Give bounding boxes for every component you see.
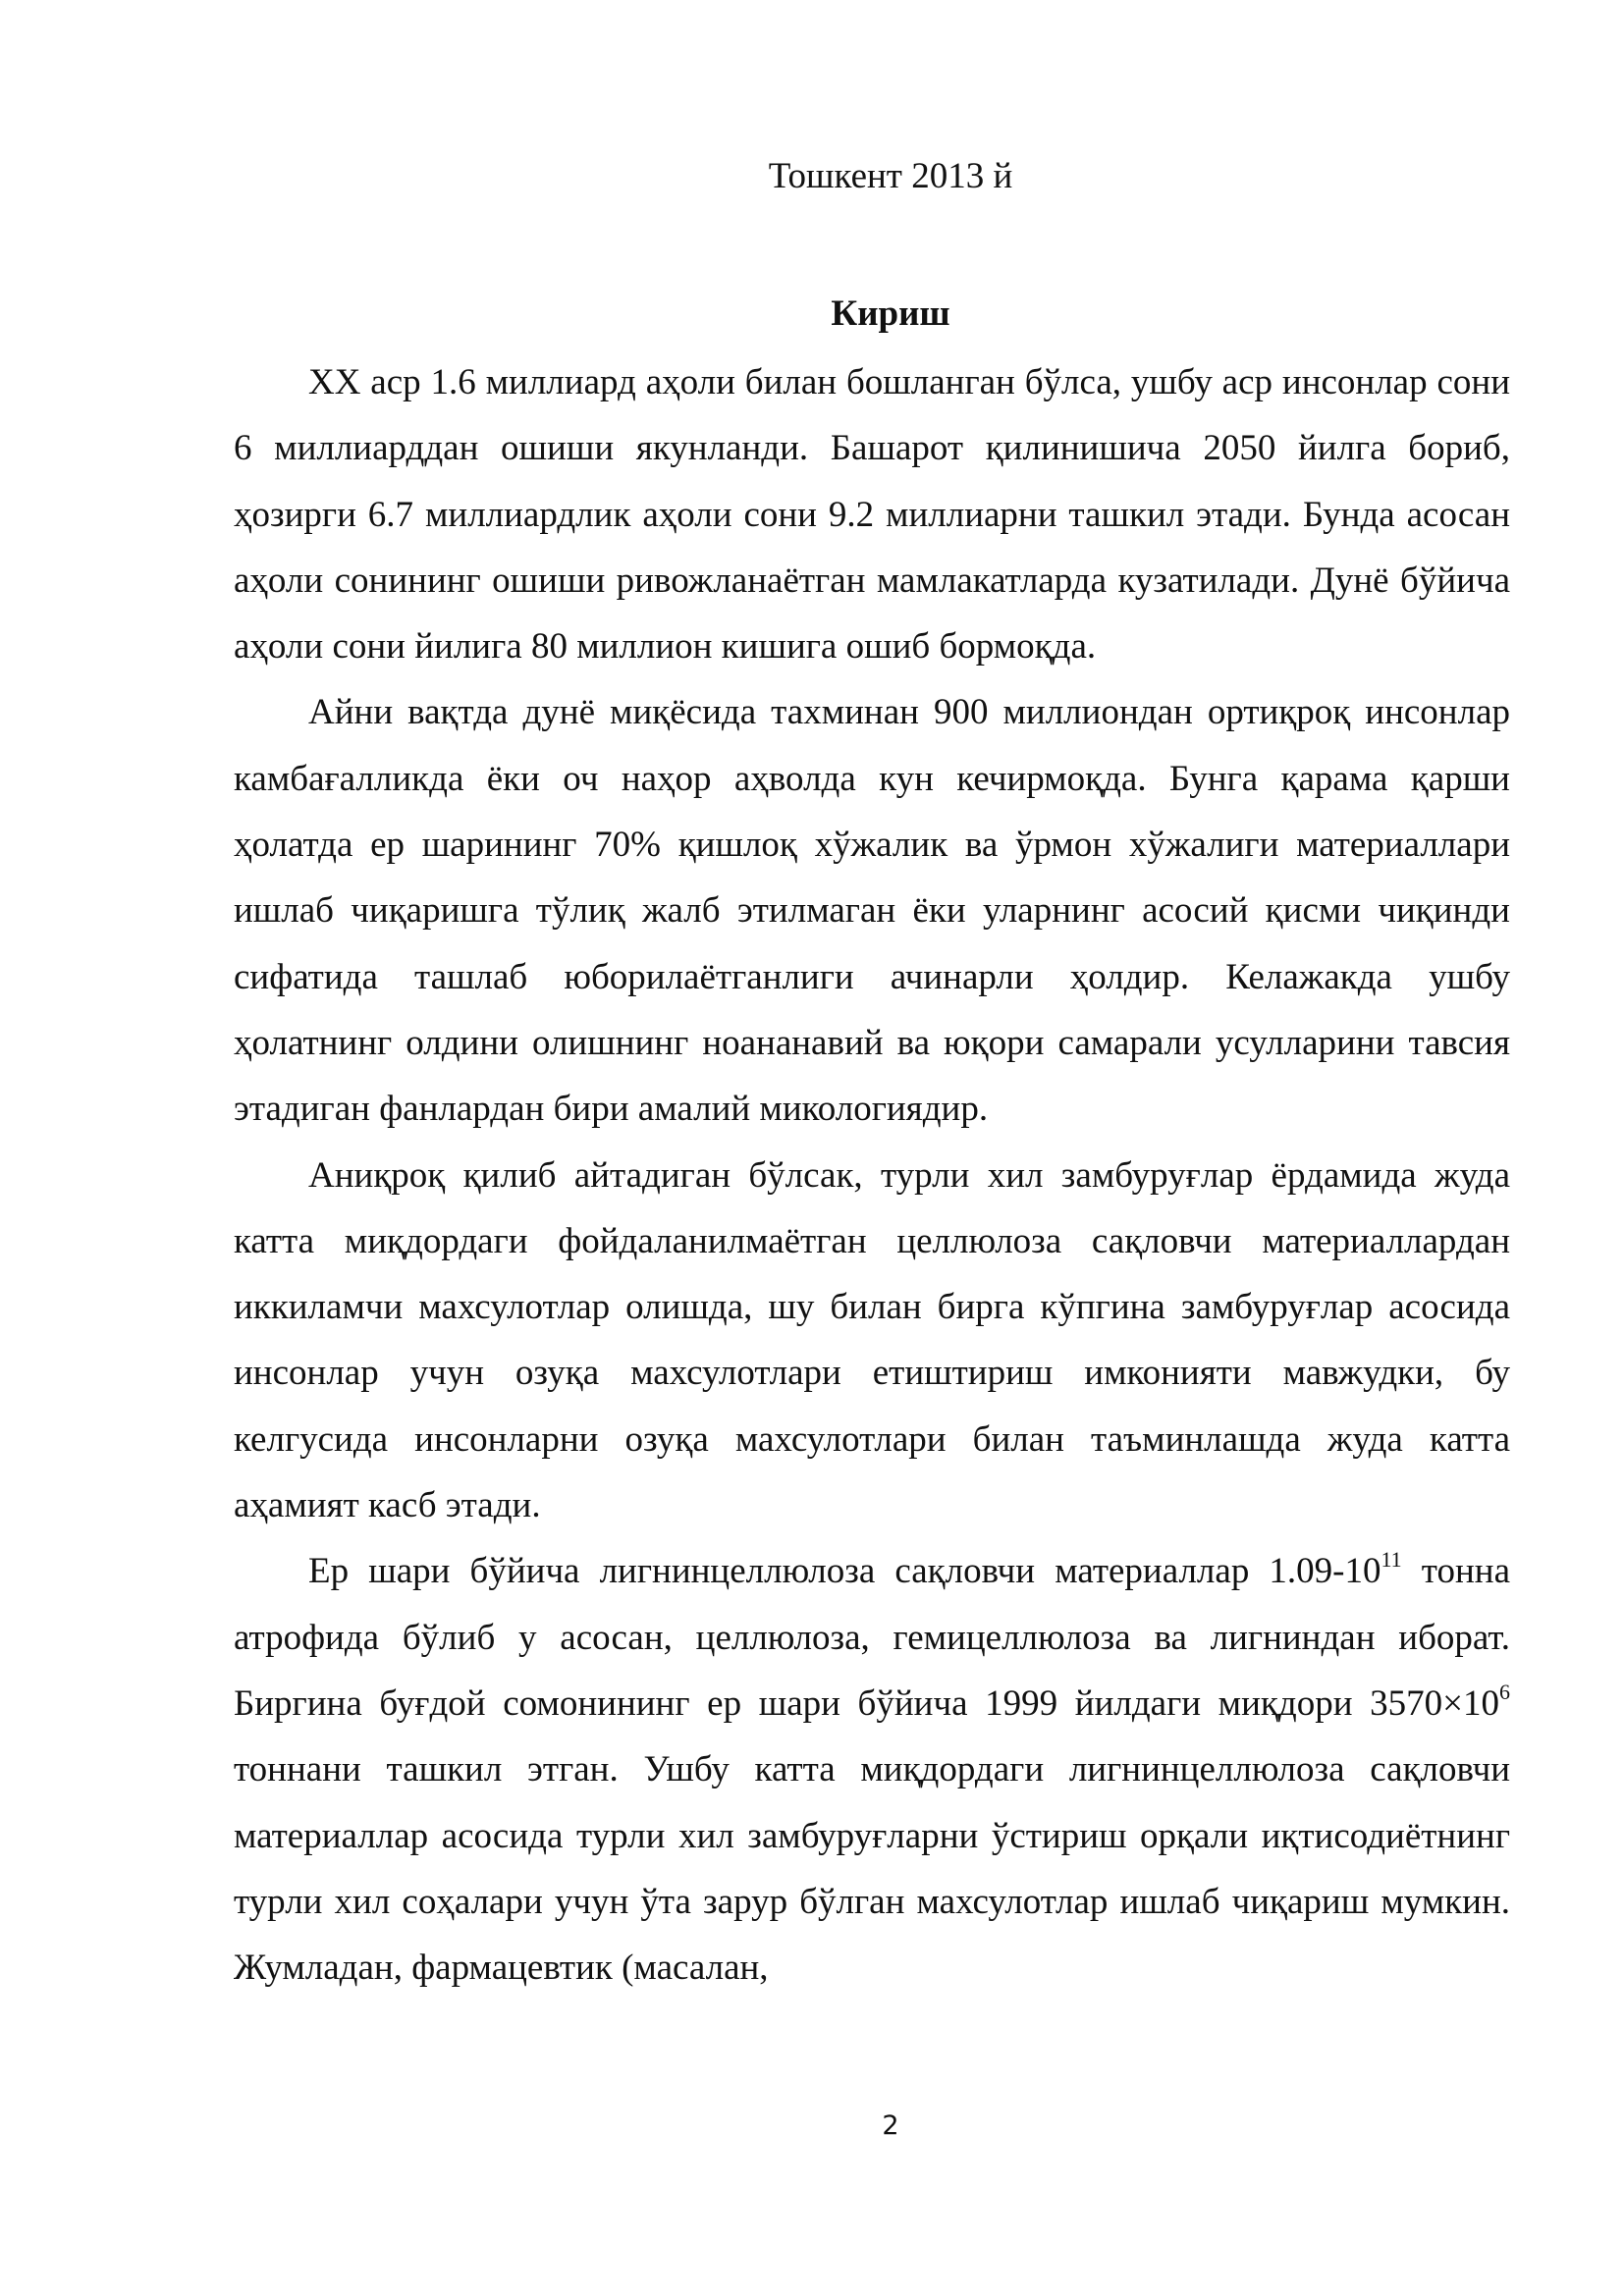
paragraph-4-part-3: тоннани ташкил этган. Ушбу катта миқдордаги лигнинцеллюлоза сақловчи материаллар асосида турли хил замбуруғларни ўстириш орқали иқтисодиётнинг турли хил соҳалари учун ўта зарур бўлган махсулотлар ишлаб чиқариш мумкин. Жумладан, фармацевтик (масалан,	[234, 1749, 1510, 1989]
page-number: 2	[882, 2110, 899, 2141]
body-text	[234, 349, 1510, 2001]
section-heading: Кириш	[831, 294, 950, 334]
paragraph-4-part-1: Ер шари бўйича лигнинцеллюлоза сақловчи материаллар 1.09-10	[308, 1551, 1381, 1592]
paragraph-1: XX аср 1.6 миллиард аҳоли билан бошланган бўлса, ушбу аср инсонлар сони 6 миллиарддан ошиши якунланди. Башарот қилинишича 2050 йилга бориб, ҳозирги 6.7 миллиардлик аҳоли сони 9.2 миллиарни ташкил этади. Бунда асосан аҳоли сонининг ошиши ривожланаётган мамлакатларда кузатилади. Дунё бўйича аҳоли сони йилига 80 миллион кишига ошиб бормоқда.	[234, 362, 1510, 667]
paragraph-2: Айни вақтда дунё миқёсида тахминан 900 миллиондан ортиқроқ инсонлар камбағалликда ёки оч наҳор аҳволда кун кечирмоқда. Бунга қарама қарши ҳолатда ер шарининг 70% қишлоқ хўжалик ва ўрмон хўжалиги материаллари ишлаб чиқаришга тўлиқ жалб этилмаган ёки уларнинг асосий қисми чиқинди сифатида ташлаб юборилаётганлиги ачинарли ҳолдир. Келажакда ушбу ҳолатнинг олдини олишнинг ноананавий ва юқори самарали усулларини тавсия этадиган фанлардан бири амалий микологиядир.	[234, 692, 1510, 1130]
place-year-line: Тошкент 2013 й	[768, 156, 1013, 196]
superscript-exponent: 6	[1499, 1679, 1510, 1704]
paragraph-4	[234, 1538, 1510, 2001]
paragraph-4-part-2: тонна атрофида бўлиб у асосан, целлюлоза, гемицеллюлоза ва лигниндан иборат. Биргина буғдой сомонининг ер шари бўйича 1999 йилдаги миқдори 3570×10	[234, 1551, 1510, 1724]
paragraph-3: Аниқроқ қилиб айтадиган бўлсак, турли хил замбуруғлар ёрдамида жуда катта миқдордаги фойдаланилмаётган целлюлоза сақловчи материаллардан иккиламчи махсулотлар олишда, шу билан бирга кўпгина замбуруғлар асосида инсонлар учун озуқа махсулотлари етиштириш имконияти мавжудки, бу келгусида инсонларни озуқа махсулотлари билан таъминлашда жуда катта аҳамият касб этади.	[234, 1154, 1510, 1526]
superscript-exponent: 11	[1380, 1547, 1402, 1573]
